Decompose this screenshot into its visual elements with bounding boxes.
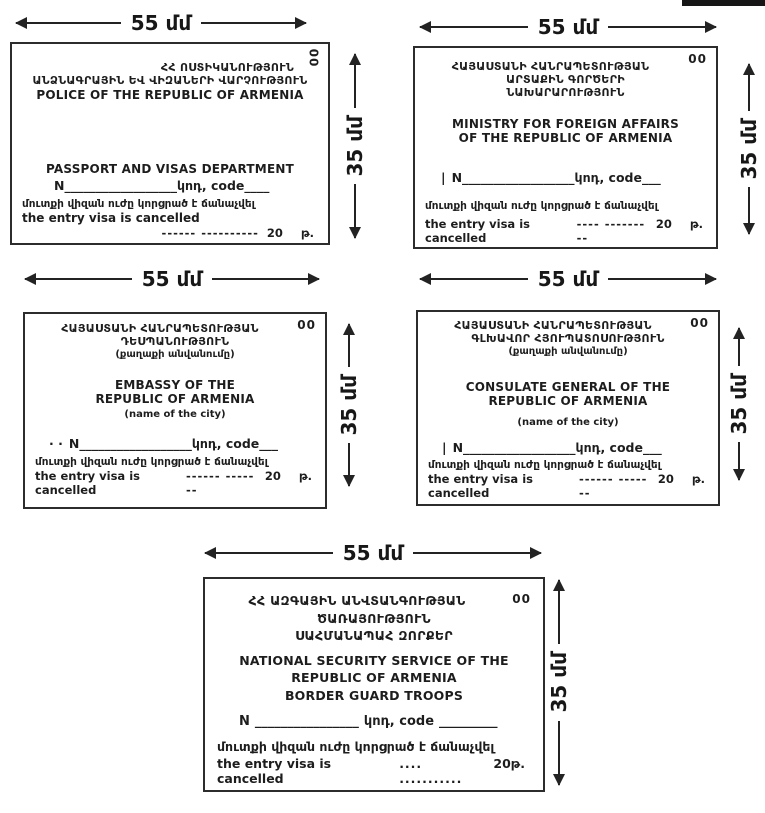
- date-blank-line: ------ ----------: [161, 225, 259, 240]
- org-dept-armenian: ԱՆՁՆԱԳՐԱՅԻՆ ԵՎ ՎԻԶԱՆԵՐԻ ՎԱՐՉՈՒԹՅՈՒՆ: [32, 73, 308, 87]
- number-field-row: [217, 714, 531, 729]
- width-dimension-label: 55 մմ: [537, 15, 599, 39]
- width-dimension-stamp3: [25, 266, 319, 292]
- arrow-down-icon: [354, 184, 356, 238]
- number-prefix-mark: |: [442, 439, 447, 455]
- cancel-date-row: [428, 473, 708, 500]
- corner-number: 00: [306, 48, 321, 68]
- year-suffix: թ.: [510, 755, 525, 771]
- code-blank-line: ___: [641, 170, 661, 186]
- number-field-row: [428, 441, 708, 456]
- arrow-right-icon: [608, 278, 716, 280]
- org-name-english-2: REPUBLIC OF ARMENIA: [95, 391, 255, 406]
- height-dimension-stamp1: [342, 54, 368, 238]
- arrow-down-icon: [558, 721, 560, 785]
- width-dimension-stamp2: [420, 14, 716, 40]
- arrow-right-icon: [608, 26, 716, 28]
- arrow-up-icon: [558, 580, 560, 644]
- number-label: N: [68, 435, 80, 451]
- org-name-armenian-2: ԴԵՍՊԱՆՈՒԹՅՈՒՆ: [120, 334, 230, 348]
- date-blank-line: ------ -------: [578, 471, 648, 500]
- code-label: կոդ, code: [176, 178, 245, 194]
- width-dimension-stamp4: [420, 266, 716, 292]
- width-dimension-label: 55 մմ: [342, 541, 404, 565]
- arrow-up-icon: [348, 324, 350, 367]
- date-blank-line: .... ...........: [399, 755, 463, 786]
- code-blank-line: ____: [244, 178, 270, 194]
- number-prefix-mark: |: [441, 170, 446, 186]
- height-dimension-label: 35 մմ: [727, 373, 751, 435]
- code-label: կոդ, code: [575, 439, 643, 455]
- cancel-note-english: the entry visa is cancelled: [217, 755, 332, 786]
- number-label: N: [452, 439, 464, 455]
- arrow-up-icon: [748, 64, 750, 111]
- width-dimension-label: 55 մմ: [141, 267, 203, 291]
- width-dimension-label: 55 մմ: [130, 11, 192, 35]
- org-name-armenian: ՀԱՅԱՍՏԱՆԻ ՀԱՆՐԱՊԵՏՈՒԹՅԱՆ: [451, 60, 650, 73]
- org-name-english-2: OF THE REPUBLIC OF ARMENIA: [458, 131, 673, 146]
- arrow-down-icon: [748, 187, 750, 234]
- code-label: կոդ, code: [191, 435, 260, 451]
- stamp-foreign-affairs: [413, 46, 718, 249]
- org-name-armenian-3: ՍԱՀՄԱՆԱՊԱՀ ԶՈՐՔԵՐ: [295, 628, 453, 643]
- cancel-date-row: [425, 218, 706, 245]
- height-dimension-label: 35 մմ: [337, 374, 361, 436]
- arrow-down-icon: [348, 443, 350, 486]
- cancel-date-row: [35, 470, 315, 497]
- org-name-english: POLICE OF THE REPUBLIC OF ARMENIA: [36, 87, 304, 102]
- number-field-row: [22, 179, 318, 194]
- arrow-up-icon: [738, 328, 740, 366]
- year-prefix: 20: [493, 755, 511, 771]
- number-label: N: [54, 178, 65, 194]
- cancel-date-row: [217, 757, 531, 787]
- year-suffix: թ.: [691, 471, 705, 486]
- code-label: կոդ, code: [363, 713, 435, 729]
- date-blank-line: ------ -------: [185, 468, 255, 497]
- height-dimension-stamp3: [336, 324, 362, 486]
- year-suffix: թ.: [689, 217, 703, 232]
- corner-number: 00: [297, 318, 316, 332]
- org-name-armenian: ՀՀ ԱԶԳԱՅԻՆ ԱՆՎՏԱՆԳՈՒԹՅԱՆ: [248, 593, 466, 608]
- corner-number: 00: [690, 316, 709, 330]
- cancel-note-english: the entry visa is cancelled: [22, 211, 200, 226]
- org-name-english: EMBASSY OF THE: [115, 377, 235, 392]
- number-field-row: [425, 171, 706, 186]
- code-blank-line: ___: [259, 435, 279, 451]
- year-prefix: 20: [657, 471, 674, 486]
- cancel-note-english: the entry visa is cancelled: [425, 217, 530, 245]
- number-field-row: [35, 437, 315, 452]
- height-dimension-stamp5: [546, 580, 572, 785]
- stamp-national-security-border-guard: [203, 577, 545, 792]
- arrow-right-icon: [201, 22, 306, 24]
- year-prefix: 20: [655, 217, 672, 232]
- width-dimension-stamp1: [16, 10, 306, 36]
- arrow-up-icon: [354, 54, 356, 108]
- stamp-embassy: [23, 312, 327, 509]
- width-dimension-stamp5: [205, 540, 541, 566]
- number-blank-line: __________________: [462, 170, 575, 186]
- code-label: կոդ, code: [574, 170, 642, 186]
- corner-number: 00: [512, 592, 531, 606]
- org-name-armenian-2: ԾԱՌԱՅՈՒԹՅՈՒՆ: [317, 610, 431, 626]
- org-name-english: CONSULATE GENERAL OF THE: [465, 379, 671, 394]
- number-blank-line: ________________: [254, 713, 359, 729]
- number-blank-line: __________________: [64, 178, 177, 194]
- org-name-english-2: REPUBLIC OF ARMENIA: [488, 393, 648, 408]
- arrow-left-icon: [420, 278, 528, 280]
- org-name-armenian: ՀԱՅԱՍՏԱՆԻ ՀԱՆՐԱՊԵՏՈՒԹՅԱՆ: [61, 322, 259, 335]
- arrow-left-icon: [25, 278, 132, 280]
- height-dimension-label: 35 մմ: [547, 652, 571, 713]
- city-note-armenian: (քաղաքի անվանումը): [508, 345, 628, 357]
- org-name-english: NATIONAL SECURITY SERVICE OF THE: [239, 652, 509, 668]
- org-name-english-3: BORDER GUARD TROOPS: [284, 688, 464, 703]
- arrow-left-icon: [420, 26, 528, 28]
- year-prefix: 20: [264, 468, 281, 483]
- number-blank-line: __________________: [79, 435, 192, 451]
- org-name-english: MINISTRY FOR FOREIGN AFFAIRS: [452, 116, 679, 131]
- arrow-right-icon: [413, 552, 541, 554]
- code-blank-line: ___: [642, 439, 662, 455]
- org-name-english-2: REPUBLIC OF ARMENIA: [291, 670, 457, 686]
- height-dimension-label: 35 մմ: [343, 115, 367, 177]
- stamp-police: [10, 42, 330, 245]
- arrow-right-icon: [212, 278, 319, 280]
- city-note-english: (name of the city): [517, 417, 619, 429]
- width-dimension-label: 55 մմ: [537, 267, 599, 291]
- number-label: N: [451, 170, 463, 186]
- cancel-note-armenian: մուտքի վիզան ուժը կորցրած է ճանաչվել: [217, 739, 495, 755]
- arrow-left-icon: [205, 552, 333, 554]
- height-dimension-stamp2: [736, 64, 762, 234]
- org-name-armenian-2: ԳԼԽԱՎՈՐ ՀՅՈՒՊԱՏՈՍՈՒԹՅՈՒՆ: [471, 331, 665, 345]
- org-name-armenian-3: ՆԱԽԱՐԱՐՈՒԹՅՈՒՆ: [506, 85, 625, 99]
- cancel-note-armenian: մուտքի վիզան ուժը կորցրած է ճանաչվել: [22, 198, 255, 210]
- height-dimension-stamp4: [726, 328, 752, 480]
- height-dimension-label: 35 մմ: [737, 118, 761, 180]
- org-name-armenian: ՀՀ ՈՍՏԻԿԱՆՈՒԹՅՈՒՆ: [160, 61, 294, 74]
- number-label: N: [239, 713, 250, 729]
- scan-artifact-bar: [682, 0, 765, 6]
- cancel-note-english: the entry visa is cancelled: [428, 471, 533, 500]
- org-name-armenian: ՀԱՅԱՍՏԱՆԻ ՀԱՆՐԱՊԵՏՈՒԹՅԱՆ: [454, 319, 652, 332]
- stamp-consulate-general: [416, 310, 720, 506]
- date-row: [22, 227, 318, 241]
- cancel-note-armenian: մուտքի վիզան ուժը կորցրած է ճանաչվել: [428, 458, 661, 471]
- cancel-note-armenian: մուտքի վիզան ուժը կորցրած է ճանաչվել: [35, 455, 268, 468]
- arrow-down-icon: [738, 442, 740, 480]
- code-blank-line: _________: [439, 713, 498, 729]
- date-blank-line: ---- ---------: [576, 217, 646, 245]
- year-suffix: թ.: [300, 225, 314, 240]
- cancel-note-armenian: մուտքի վիզան ուժը կորցրած է ճանաչվել: [425, 199, 658, 212]
- cancel-note-english: the entry visa is cancelled: [35, 468, 140, 497]
- year-prefix: 20: [266, 225, 283, 240]
- year-suffix: թ.: [298, 468, 312, 483]
- corner-number: 00: [688, 52, 707, 66]
- city-note-english: (name of the city): [124, 409, 226, 421]
- number-prefix-mark: · ·: [49, 435, 63, 451]
- arrow-left-icon: [16, 22, 121, 24]
- number-blank-line: __________________: [463, 439, 576, 455]
- city-note-armenian: (քաղաքի անվանումը): [115, 348, 235, 360]
- org-dept-english: PASSPORT AND VISAS DEPARTMENT: [46, 162, 294, 177]
- org-name-armenian-2: ԱՐՏԱՔԻՆ ԳՈՐԾԵՐԻ: [506, 72, 625, 86]
